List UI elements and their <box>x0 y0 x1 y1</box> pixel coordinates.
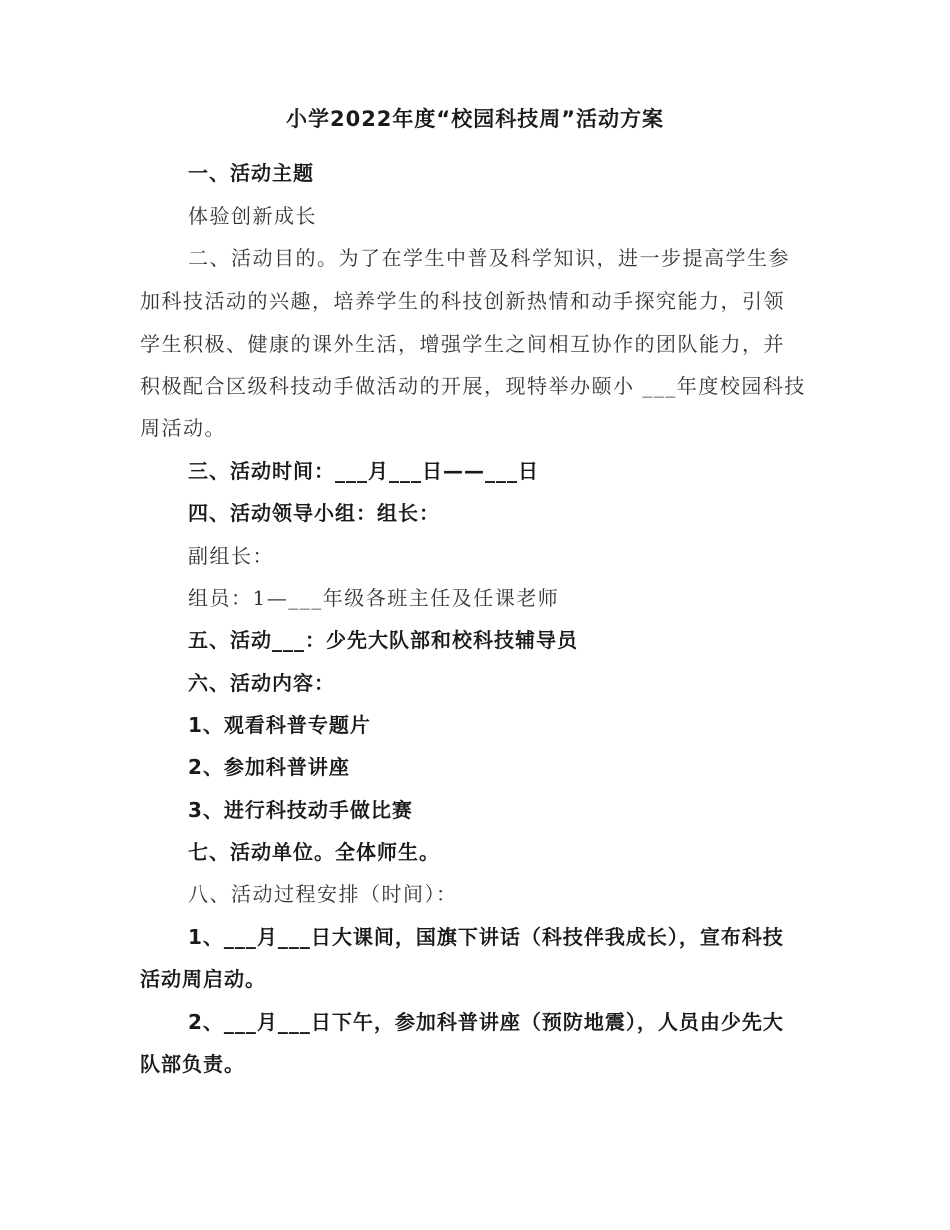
section-2-line-5: 周活动。 <box>140 416 226 440</box>
section-6-item-3: 3、进行科技动手做比赛 <box>188 798 413 822</box>
section-6-item-1: 1、观看科普专题片 <box>188 713 371 737</box>
section-6-item-2: 2、参加科普讲座 <box>188 755 350 779</box>
section-8-item-1-line-2: 活动周启动。 <box>140 967 266 991</box>
section-1-heading: 一、活动主题 <box>188 161 314 185</box>
section-8-item-2-line-2: 队部负责。 <box>140 1052 245 1076</box>
section-7-units: 七、活动单位。全体师生。 <box>188 840 440 864</box>
section-6-heading: 六、活动内容： <box>188 671 335 695</box>
section-1-text: 体验创新成长 <box>188 204 317 228</box>
section-2-line-1: 二、活动目的。为了在学生中普及科学知识，进一步提高学生参 <box>188 246 790 270</box>
section-8-item-1-line-1: 1、___月___日大课间，国旗下讲话（科技伴我成长），宣布科技 <box>188 925 784 949</box>
section-2-line-3: 学生积极、健康的课外生活，增强学生之间相互协作的团队能力，并 <box>140 332 785 356</box>
section-4-deputy: 副组长： <box>188 544 274 568</box>
section-5-organizer: 五、活动___：少先大队部和校科技辅导员 <box>188 628 578 652</box>
document-title: 小学2022年度“校园科技周”活动方案 <box>285 107 665 131</box>
section-2-line-4: 积极配合区级科技动手做活动的开展，现特举办颐小 ___年度校园科技 <box>140 374 806 398</box>
section-8-heading: 八、活动过程安排（时间）： <box>188 882 458 906</box>
section-8-item-2-line-1: 2、___月___日下午，参加科普讲座（预防地震），人员由少先大 <box>188 1010 784 1034</box>
section-4-members: 组员：1—___年级各班主任及任课老师 <box>188 586 560 610</box>
section-4-leaders: 四、活动领导小组：组长： <box>188 501 440 525</box>
section-2-line-2: 加科技活动的兴趣，培养学生的科技创新热情和动手探究能力，引领 <box>140 289 785 313</box>
section-3-time: 三、活动时间：___月___日——___日 <box>188 459 539 483</box>
